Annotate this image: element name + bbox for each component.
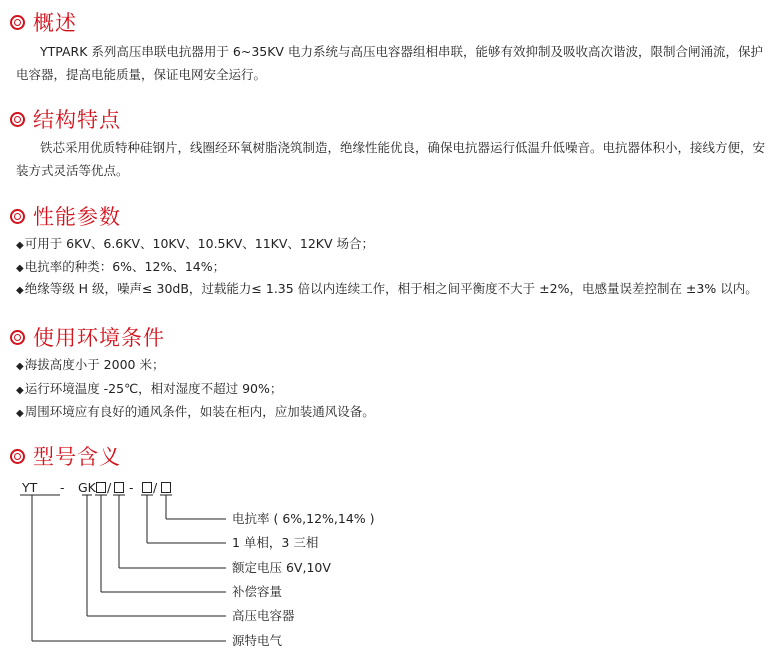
overview-paragraph: YTPARK 系列高压串联电抗器用于 6~35KV 电力系统与高压电容器组相串联，能够有效抑制及吸收高次谐波，限制合闸涌流，保护电容器，提高电能质量，保证电网安全运行。 [16, 44, 763, 82]
section-title: 概述 [33, 11, 77, 35]
model-code-dash: - [60, 480, 65, 495]
list-item-text: 运行环境温度 -25℃，相对湿度不超过 90%； [24, 381, 283, 396]
list-item-text: 电抗率的种类：6%、12%、14%； [24, 259, 226, 274]
diamond-bullet-icon: ◆ [16, 385, 24, 396]
diamond-bullet-icon: ◆ [16, 408, 24, 419]
section-title: 型号含义 [33, 445, 121, 469]
diamond-bullet-icon: ◆ [16, 361, 24, 372]
structure-paragraph: 铁芯采用优质特种硅钢片，线圈经环氧树脂浇筑制造，绝缘性能优良，确保电抗器运行低温升低噪音。电抗器体积小，接线方便，安装方式灵活等优点。 [16, 140, 766, 178]
list-item-text: 海拔高度小于 2000 米； [24, 357, 165, 372]
list-item-text: 可用于 6KV、6.6KV、10KV、10.5KV、11KV、12KV 场合； [24, 236, 375, 251]
diamond-bullet-icon: ◆ [16, 263, 24, 274]
model-legend-item: 电抗率 ( 6%,12%,14% ) [232, 511, 375, 526]
model-legend-item: 1 单相，3 三相 [232, 535, 319, 550]
list-item-text: 绝缘等级 H 级，噪声≤ 30dB，过载能力≤ 1.35 倍以内连续工作，相于相之间平衡度不大于 ±2%，电感量误差控制在 ±3% 以内。 [24, 281, 758, 296]
diamond-bullet-icon: ◆ [16, 240, 24, 251]
section-title: 性能参数 [33, 205, 121, 229]
model-legend-item: 补偿容量 [232, 584, 283, 599]
list-item-text: 周围环境应有良好的通风条件，如装在柜内，应加装通风设备。 [24, 404, 375, 419]
section-title: 使用环境条件 [33, 326, 165, 350]
model-code-prefix: YT [22, 480, 38, 495]
model-code-dash: - [129, 480, 134, 495]
model-legend-item: 高压电容器 [232, 608, 295, 623]
section-title: 结构特点 [33, 108, 121, 132]
model-code-type: GK [78, 480, 96, 495]
model-legend-item: 源特电气 [232, 633, 283, 648]
model-code-slash: / [107, 480, 112, 495]
model-code-slash: / [153, 480, 158, 495]
diamond-bullet-icon: ◆ [16, 285, 24, 296]
model-legend-item: 额定电压 6V,10V [232, 560, 331, 575]
